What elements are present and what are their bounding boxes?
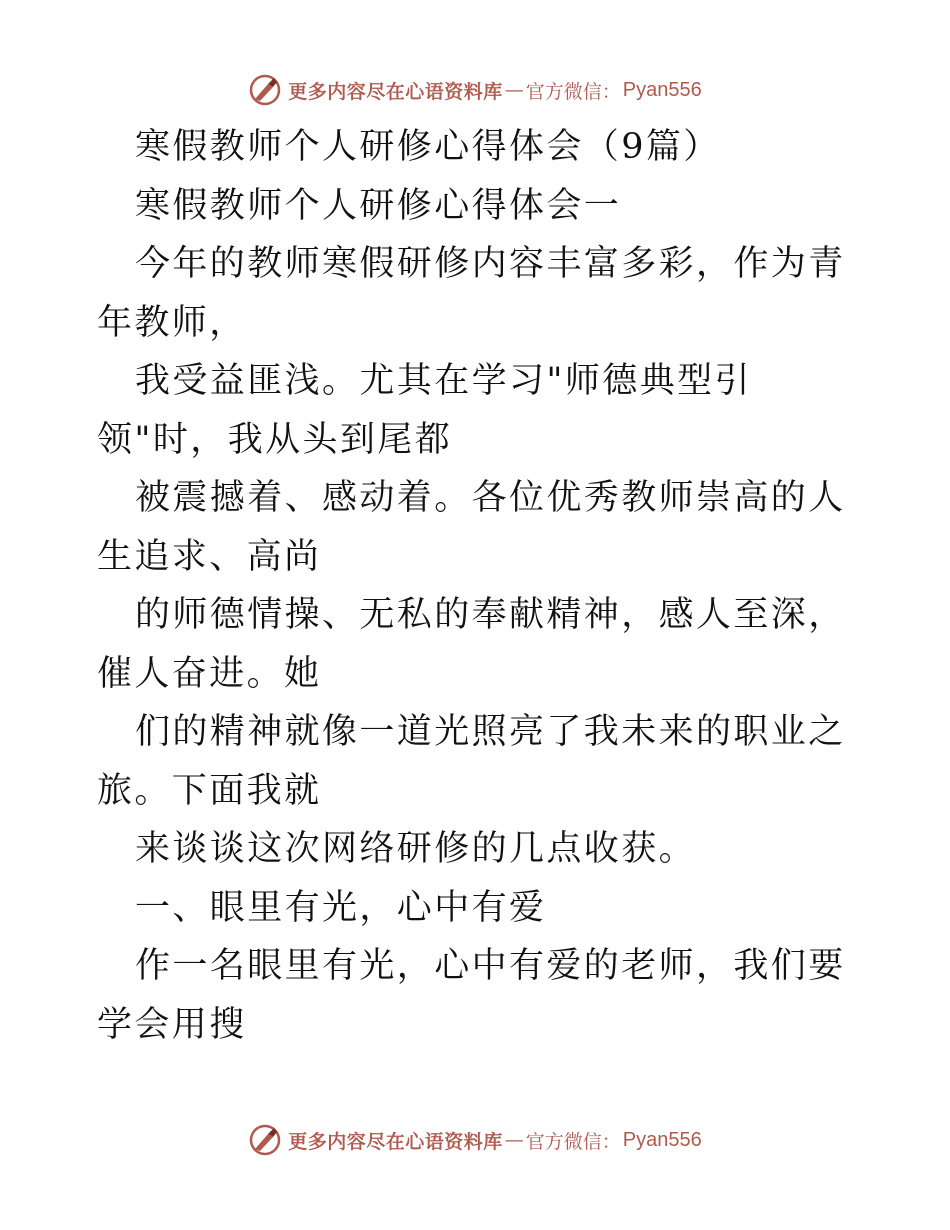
- document-body: [97, 118, 857, 1054]
- document-title: 寒假教师个人研修心得体会（9篇）: [135, 127, 721, 167]
- paragraph: 被震撼着、感动着。各位优秀教师崇高的人生追求、高尚: [97, 478, 846, 577]
- paragraph: 作一名眼里有光，心中有爱的老师，我们要学会用搜: [97, 946, 846, 1045]
- watermark-wechat-id: Pyan556: [622, 78, 702, 101]
- watermark-separator: —: [504, 79, 524, 101]
- watermark-wechat-label: 官方微信：: [525, 1130, 621, 1153]
- header-watermark: [0, 70, 950, 110]
- pen-logo-icon: [248, 73, 282, 107]
- paragraph: 的师德情操、无私的奉献精神，感人至深，催人奋进。她: [97, 595, 846, 694]
- watermark-wechat-id: Pyan556: [622, 1128, 702, 1151]
- watermark-separator: —: [504, 1129, 524, 1151]
- paragraph: 我受益匪浅。尤其在学习"师德典型引领"时，我从头到尾都: [97, 361, 752, 460]
- paragraph: 们的精神就像一道光照亮了我未来的职业之旅。下面我就: [97, 712, 846, 811]
- watermark-wechat-label: 官方微信：: [525, 80, 621, 103]
- footer-watermark: [0, 1120, 950, 1160]
- pen-logo-icon: [248, 1123, 282, 1157]
- paragraph: 今年的教师寒假研修内容丰富多彩，作为青年教师，: [97, 244, 846, 343]
- document-subtitle: 寒假教师个人研修心得体会一: [135, 185, 622, 226]
- paragraph: 来谈谈这次网络研修的几点收获。: [135, 829, 697, 869]
- watermark-text: 更多内容尽在心语资料库: [288, 1130, 503, 1153]
- section-heading: 一、眼里有光，心中有爱: [135, 887, 547, 928]
- watermark-text: 更多内容尽在心语资料库: [288, 80, 503, 103]
